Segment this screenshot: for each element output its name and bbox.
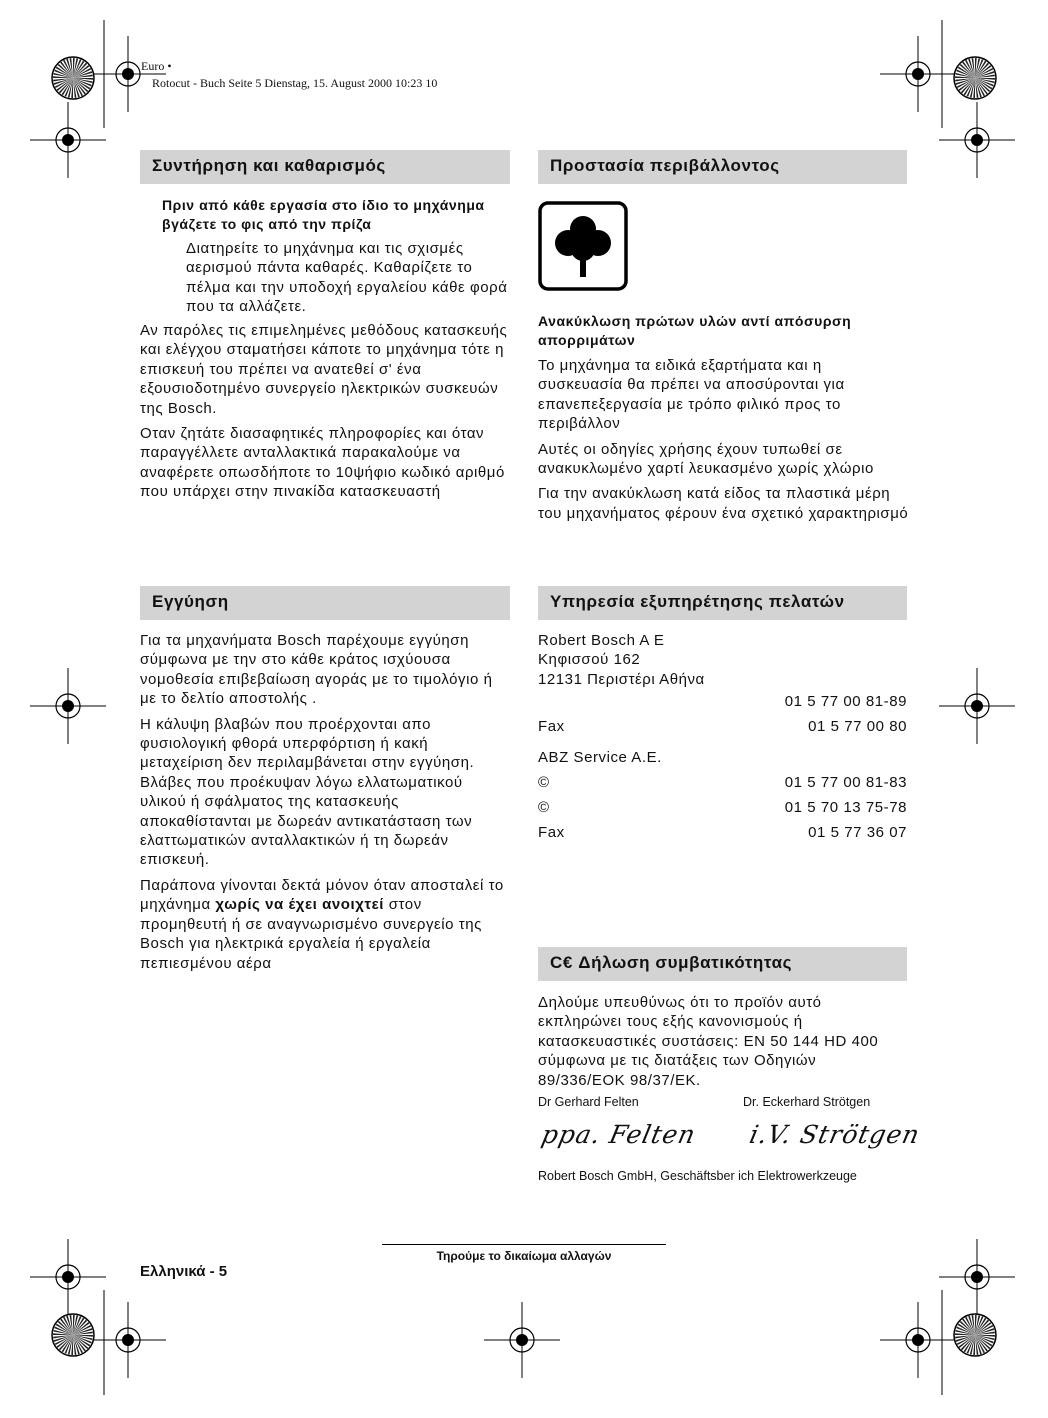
crosshair-dot bbox=[912, 68, 924, 80]
service-heading: Υπηρεσία εξυπηρέτησης πελατών bbox=[538, 586, 907, 620]
environment-heading: Προστασία περιβάλλοντος bbox=[538, 150, 907, 184]
recycling-text: Το μηχάνημα τα ειδικά εξαρτήματα και η συσκευασία θα πρέπει να αποσύρονται για επανεπεξεργασία με τρόπο φιλικό προς το περιβάλλον bbox=[538, 357, 845, 433]
tree-icon bbox=[538, 201, 628, 291]
print-header-line1: Euro • bbox=[141, 59, 172, 73]
phone-number: 01 5 70 13 75-78 bbox=[784, 799, 907, 817]
phone-number: 01 5 77 00 81-89 bbox=[784, 693, 907, 711]
crosshair-dot bbox=[971, 700, 983, 712]
footer-notice: Τηρούμε το δικαίωμα αλλαγών bbox=[436, 1249, 612, 1263]
maintenance-heading: Συντήρηση και καθαρισμός bbox=[140, 150, 510, 184]
crosshair-dot bbox=[122, 68, 134, 80]
crosshair-dot bbox=[971, 134, 983, 146]
crosshair-dot bbox=[122, 1334, 134, 1346]
crosshair-dot bbox=[971, 1271, 983, 1283]
paper-text: Αυτές οι οδηγίες χρήσης έχουν τυπωθεί σε ανακυκλωμένο χαρτί λευκασμένο χωρίς χλώριο bbox=[538, 440, 874, 478]
fax-number: 01 5 77 36 07 bbox=[808, 824, 907, 842]
print-header-line2: Rotocut - Buch Seite 5 Dienstag, 15. August 2000 10:23 10 bbox=[152, 76, 438, 90]
signature-felten: ppa. Felten bbox=[538, 1120, 699, 1149]
footer-divider bbox=[382, 1244, 666, 1245]
ce-mark-icon: C€ bbox=[550, 953, 573, 972]
crosshair-dot bbox=[516, 1334, 528, 1346]
recycling-subtitle: Ανακύκλωση πρώτων υλών αντί απόσυρση απορριμάτων bbox=[538, 313, 852, 349]
page-number: Ελληνικά - 5 bbox=[140, 1263, 228, 1280]
plastic-marking-text: Για την ανακύκλωση κατά είδος τα πλαστικά μέρη του μηχανήματος φέρουν ένα σχετικό χαρακτηρισμό bbox=[538, 485, 909, 522]
crosshair-dot bbox=[62, 700, 74, 712]
warranty-text-2: Η κάλυψη βλαβών που προέρχονται απο φυσιολογική φθορά υπερφόρτιση ή κακή μεταχείριση δεν περιλαμβάνεται στην εγγύηση. Βλάβες που προέκυψαν λόγω ελλατωματικού υλικού ή σφάλματος της κατασκευής αποκαθίστανται με δωρεάν αντικατάσταση των ελαττωματικών ανταλλακτικών ή τη δωρεάν επισκευή. bbox=[140, 715, 475, 869]
signer-1: Dr Gerhard Felten bbox=[538, 1095, 639, 1109]
crosshair-dot bbox=[62, 134, 74, 146]
maintenance-repair-text: Αν παρόλες τις επιμελημένες μεθόδους κατασκευής και ελέγχου σταματήσει κάποτε το μηχάνημα τότε η επισκευή του πρέπει να ανατεθεί σ' ένα εξουσιοδοτημένο συνεργείο ηλεκτρικών συσκευών της Bosch. bbox=[140, 322, 508, 417]
conformity-heading: C€ Δήλωση συμβατικότητας bbox=[538, 947, 907, 981]
address-line: Robert Bosch A E bbox=[538, 632, 665, 649]
conformity-text: Δηλούμε υπευθύνως ότι το προϊόν αυτό εκπληρώνει τους εξής κανονισμούς ή κατασκευαστικές συστάσεις: EN 50 144 HD 400 σύμφωνα με τις διατάξεις των Οδηγιών 89/336/EOK 98/37/EK. bbox=[538, 994, 879, 1089]
maintenance-warning: Πριν από κάθε εργασία στο ίδιο το μηχάνημα βγάζετε το φις από την πρίζα bbox=[162, 197, 485, 233]
service-contacts bbox=[538, 631, 907, 845]
fax-number: 01 5 77 00 80 bbox=[808, 718, 907, 736]
address-line: 12131 Περιστέρι Αθήνα bbox=[538, 670, 705, 688]
phone-number: 01 5 77 00 81-83 bbox=[784, 774, 907, 792]
maintenance-parts-text: Οταν ζητάτε διασαφητικές πληροφορίες και όταν παραγγέλλετε ανταλλακτικά παρακαλούμε να αναφέρετε οπωσδήποτε το 10ψήφιο κωδικό αριθμό που υπάρχει στην πινακίδα κατασκευαστή bbox=[140, 425, 505, 501]
maintenance-instructions: Διατηρείτε το μηχάνημα και τις σχισμές αερισμού πάντα καθαρές. Καθαρίζετε το πέλμα και την υποδοχή εργαλείου κάθε φορά που τα αλλάζετε. bbox=[186, 240, 508, 316]
phone-icon: © bbox=[538, 799, 550, 817]
crosshair-dot bbox=[62, 1271, 74, 1283]
company-line: Robert Bosch GmbH, Geschäftsber ich Elektrowerkzeuge bbox=[538, 1169, 857, 1183]
company-name: ABZ Service A.E. bbox=[538, 749, 662, 767]
crosshair-dot bbox=[912, 1334, 924, 1346]
fax-label: Fax bbox=[538, 824, 565, 842]
warranty-text-3: Παράπονα γίνονται δεκτά μόνον όταν αποσταλεί το μηχάνημα χωρίς να έχει ανοιχτεί στον προμηθευτή ή σε αναγνωρισμένο συνεργείο της Bosch για ηλεκτρικά εργαλεία ή εργαλεία πεπιεσμένου αέρα bbox=[140, 876, 504, 972]
warranty-text-1: Για τα μηχανήματα Bosch παρέχουμε εγγύηση σύμφωνα με την στο κάθε κράτος ισχύουσα νομοθεσία επιβεβαίωση αγοράς με το τιμολόγιο ή με το δελτίο αποστολής . bbox=[140, 632, 493, 708]
address-line: Κηφισσού 162 bbox=[538, 651, 641, 669]
fax-label: Fax bbox=[538, 718, 565, 736]
warranty-heading: Εγγύηση bbox=[140, 586, 510, 620]
signer-2: Dr. Eckerhard Strötgen bbox=[743, 1095, 871, 1109]
phone-icon: © bbox=[538, 774, 550, 792]
signature-stroetgen: i.V. Strötgen bbox=[746, 1120, 923, 1149]
